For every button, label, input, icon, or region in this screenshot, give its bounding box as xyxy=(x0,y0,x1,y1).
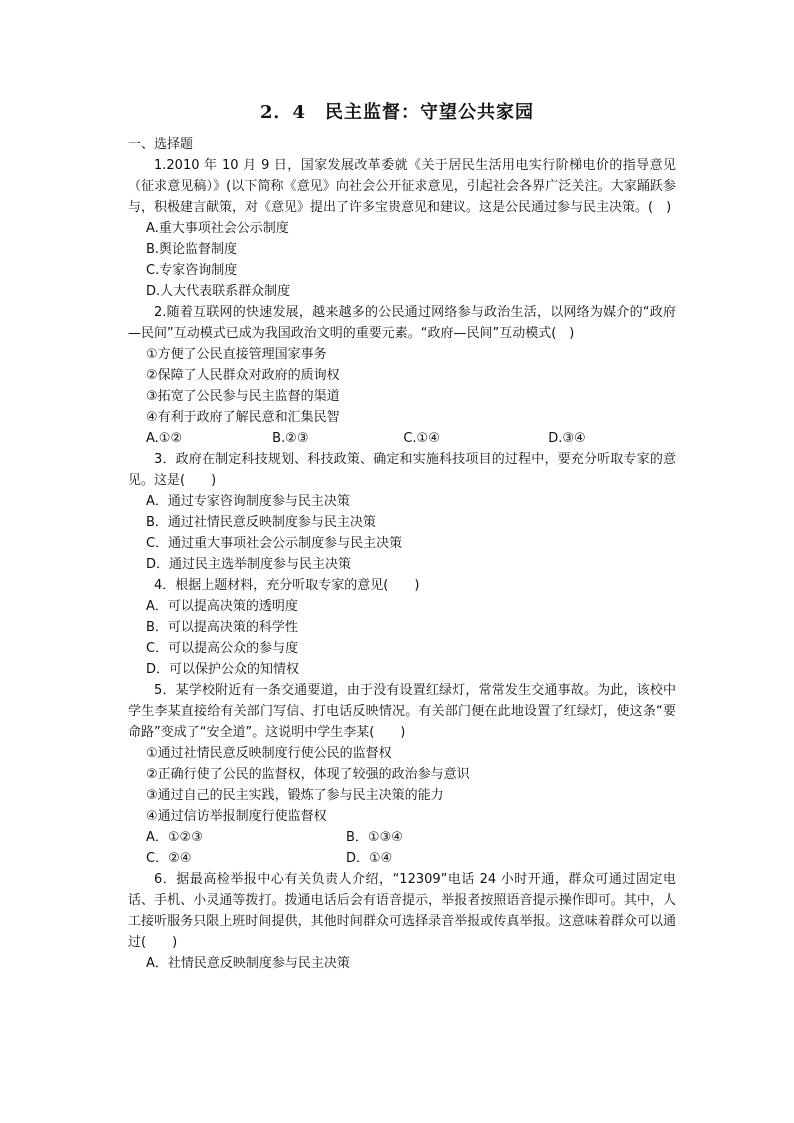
choice-row xyxy=(146,827,676,848)
statement-2: ②正确行使了公民的监督权，体现了较强的政治参与意识 xyxy=(146,767,470,782)
option-b: B．可以提高决策的科学性 xyxy=(146,620,298,635)
statement-1: ①方便了公民直接管理国家事务 xyxy=(146,347,327,362)
question-2 xyxy=(128,302,676,449)
question-5 xyxy=(128,680,676,869)
choice-c: C．②④ xyxy=(146,851,192,866)
question-stem: 5．某学校附近有一条交通要道，由于没有设置红绿灯，常常发生交通事故。为此，该校中学生李某直接给有关部门写信、打电话反映情况。有关部门便在此地设置了红绿灯，使这条“要命路”变成了“安全道”。这说明中学生李某( ) xyxy=(128,683,676,740)
choice-c: C.①④ xyxy=(403,431,440,446)
question-4 xyxy=(128,575,676,680)
option-a: A．可以提高决策的透明度 xyxy=(146,599,298,614)
question-stem: 1.2010 年 10 月 9 日，国家发展改革委就《关于居民生活用电实行阶梯电价的指导意见（征求意见稿）》(以下简称《意见》向社会公开征求意见，引起社会各界广泛关注。大家踊跃参与，积极建言献策，对《意见》提出了许多宝贵意见和建议。这是公民通过参与民主决策。( ) xyxy=(128,158,676,215)
question-stem: 3．政府在制定科技规划、科技政策、确定和实施科技项目的过程中，要充分听取专家的意见。这是( ) xyxy=(128,452,676,488)
choice-d: D.③④ xyxy=(548,431,586,446)
statement-4: ④通过信访举报制度行使监督权 xyxy=(146,809,327,824)
option-d: D．可以保护公众的知情权 xyxy=(146,662,300,677)
question-stem: 2.随着互联网的快速发展，越来越多的公民通过网络参与政治生活，以网络为媒介的“政府—民间”互动模式已成为我国政治文明的重要元素。“政府—民间”互动模式( ) xyxy=(128,305,676,341)
choice-d: D．①④ xyxy=(346,851,393,866)
page-title: 2．4 民主监督：守望公共家园 xyxy=(259,102,535,123)
option-b: B．通过社情民意反映制度参与民主决策 xyxy=(146,515,376,530)
option-a: A.重大事项社会公示制度 xyxy=(146,221,289,236)
question-6 xyxy=(128,869,676,974)
document-body xyxy=(128,134,676,974)
option-a: A．通过专家咨询制度参与民主决策 xyxy=(146,494,350,509)
option-c: C．通过重大事项社会公示制度参与民主决策 xyxy=(146,536,403,551)
statement-1: ①通过社情民意反映制度行使公民的监督权 xyxy=(146,746,392,761)
option-d: D．通过民主选举制度参与民主决策 xyxy=(146,557,352,572)
option-d: D.人大代表联系群众制度 xyxy=(146,284,291,299)
question-1 xyxy=(128,155,676,302)
question-stem: 4．根据上题材料，充分听取专家的意见( ) xyxy=(154,578,420,593)
statement-2: ②保障了人民群众对政府的质询权 xyxy=(146,368,340,383)
choice-row xyxy=(146,848,676,869)
statement-4: ④有利于政府了解民意和汇集民智 xyxy=(146,410,340,425)
question-3 xyxy=(128,449,676,575)
option-c: C.专家咨询制度 xyxy=(146,263,238,278)
statement-3: ③通过自己的民主实践，锻炼了参与民主决策的能力 xyxy=(146,788,444,803)
choice-b: B．①③④ xyxy=(346,830,403,845)
question-stem: 6．据最高检举报中心有关负责人介绍，“12309”电话 24 小时开通，群众可通过固定电话、手机、小灵通等拨打。拨通电话后会有语音提示，举报者按照语音提示操作即可。其中，人工接听服务只限上班时间提供，其他时间群众可选择录音举报或传真举报。这意味着群众可以通过( ) xyxy=(128,872,676,950)
choice-b: B.②③ xyxy=(272,431,309,446)
choice-row xyxy=(146,428,676,449)
option-c: C．可以提高公众的参与度 xyxy=(146,641,299,656)
choice-a: A.①② xyxy=(146,431,183,446)
section-heading: 一、选择题 xyxy=(128,137,194,152)
choice-a: A．①②③ xyxy=(146,830,203,845)
option-a: A．社情民意反映制度参与民主决策 xyxy=(146,956,350,971)
statement-3: ③拓宽了公民参与民主监督的渠道 xyxy=(146,389,340,404)
option-b: B.舆论监督制度 xyxy=(146,242,238,257)
